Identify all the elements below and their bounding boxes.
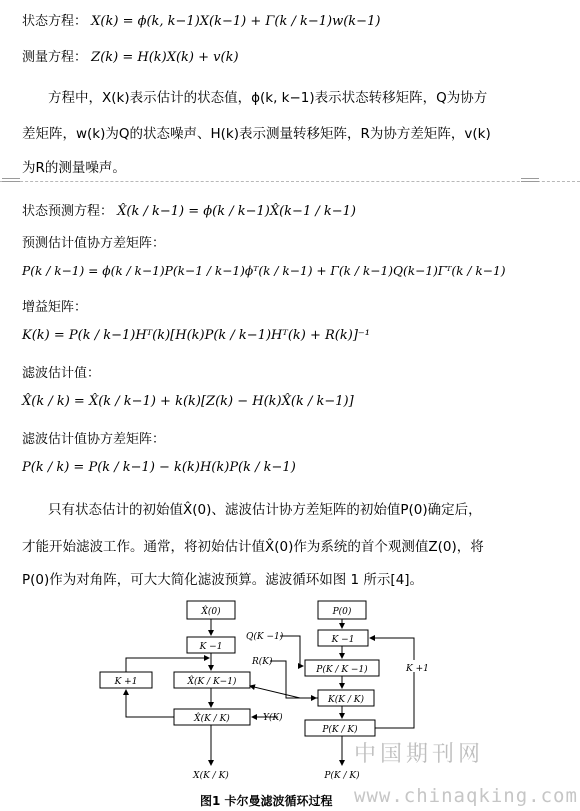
gain-equation: K(k) = P(k / k−1)Hᵀ(k)[H(k)P(k / k−1)Hᵀ(k) + R(k)]⁻¹ [22,328,370,343]
paragraph1-line3: 为R的测量噪声。 [22,160,126,176]
x-pred-text: X̂(K / K−1) [187,677,237,687]
gain-text: K(K / K) [328,695,364,705]
p-out-text: P(K / K) [324,771,360,781]
p-filt-text: P(K / K) [322,725,358,735]
x-out-text: X(K / K) [193,771,229,781]
state-equation: X(k) = ϕ(k, k−1)X(k−1) + Γ(k / k−1)w(k−1) [91,14,381,29]
paragraph1-line2: 差矩阵，w(k)为Q的状态噪声、H(k)表示测量转移矩阵，R为协方差矩阵，v(k) [22,126,491,142]
filter-equation: X̂(k / k) = X̂(k / k−1) + k(k)[Z(k) − H(k)X̂(k / k−1)] [22,394,354,409]
q-input-text: Q(K −1) [246,632,284,642]
state-equation-label: 状态方程： [22,14,88,29]
x-filt-text: X̂(K / K) [194,714,230,724]
watermark-chinese: 中国期刊网 [354,742,485,767]
covariance-label: 预测估计值协方差矩阵： [22,236,166,251]
filter-covariance-equation: P(k / k) = P(k / k−1) − k(k)H(k)P(k / k−1) [22,460,296,475]
y-k-text: Y(K) [263,713,283,723]
watermark-url: www.chinaqking.com [354,785,578,807]
prediction-equation: X̂(k / k−1) = ϕ(k / k−1)X̂(k−1 / k−1) [117,204,356,219]
x0-text: X̂(0) [201,607,221,617]
measurement-equation: Z(k) = H(k)X(k) + v(k) [91,50,239,65]
k-minus-1-left-text: K −1 [199,642,223,652]
filter-label: 滤波估计值： [22,366,101,381]
covariance-equation: P(k / k−1) = ϕ(k / k−1)P(k−1 / k−1)ϕᵀ(k / k−1) + Γ(k / k−1)Q(k−1)Γᵀ(k / k−1) [22,264,506,278]
figure-caption [200,792,333,809]
p0-text: P(0) [332,607,352,617]
prediction-label: 状态预测方程： [22,204,114,219]
k-plus-1-right-text: K +1 [406,664,429,674]
k-plus-1-left-text: K +1 [114,677,138,687]
measurement-equation-label: 测量方程： [22,50,88,65]
paragraph2-line2: 才能开始滤波工作。通常，将初始估计值X̂(0)作为系统的首个观测值Z(0)，将 [22,539,484,555]
gain-label: 增益矩阵： [22,300,88,315]
paragraph2-line1: 只有状态估计的初始值X̂(0)、滤波估计协方差矩阵的初始值P(0)确定后， [48,502,482,518]
paragraph2-line3: P(0)作为对角阵，可大大简化滤波预算。滤波循环如图 1 所示[4]。 [22,572,424,588]
k-minus-1-right-text: K −1 [331,635,355,645]
figure-title: 卡尔曼滤波循环过程 [224,794,333,808]
p-pred-text: P(K / K −1) [316,665,368,675]
figure-number: 图1 [200,794,221,808]
r-input-text: R(K) [252,657,273,667]
paragraph1-line1: 方程中，X(k)表示估计的状态值，ϕ(k, k−1)表示状态转移矩阵，Q为协方 [48,90,488,106]
filter-covariance-label: 滤波估计值协方差矩阵： [22,432,166,447]
